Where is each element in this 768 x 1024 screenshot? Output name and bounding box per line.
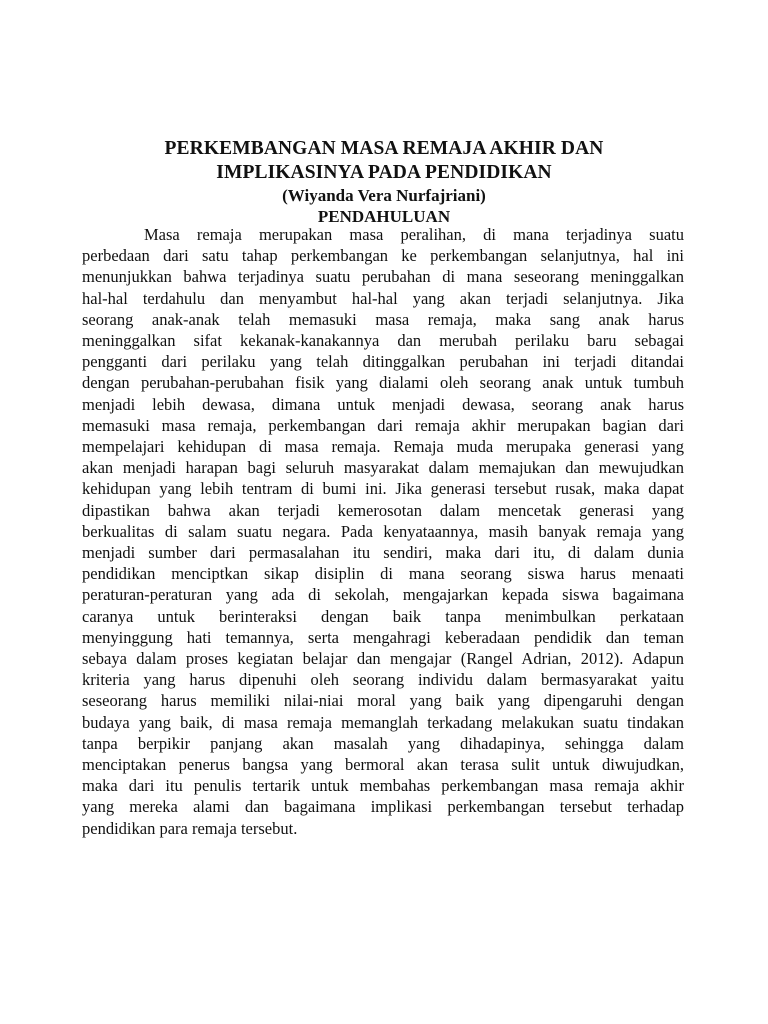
paragraph-line: seseorang harus memiliki nilai-niai moral yang baik yang dipengaruhi dengan bbox=[82, 691, 684, 711]
body-paragraph bbox=[82, 224, 684, 839]
paragraph-line: maka dari itu penulis tertarik untuk membahas perkembangan masa remaja akhir bbox=[82, 776, 684, 796]
paragraph-line: dipastikan bahwa akan terjadi kemerosotan dalam mencetak generasi yang bbox=[82, 500, 684, 520]
paragraph-line: kehidupan yang lebih tentram di bumi ini. Jika generasi tersebut rusak, maka dapat bbox=[82, 479, 684, 499]
paragraph-line: hal-hal terdahulu dan menyambut hal-hal yang akan terjadi selanjutnya. Jika bbox=[82, 288, 684, 308]
paragraph-line: peraturan-peraturan yang ada di sekolah, mengajarkan kepada siswa bagaimana bbox=[82, 585, 684, 605]
paragraph-line: memasuki masa remaja, perkembangan dari remaja akhir merupakan bagian dari bbox=[82, 415, 684, 435]
paragraph-line: menjadi lebih dewasa, dimana untuk menjadi dewasa, seorang anak harus bbox=[82, 394, 684, 414]
paragraph-line: yang mereka alami dan bagaimana implikasi perkembangan tersebut terhadap bbox=[82, 797, 684, 817]
paragraph-line: pengganti dari perilaku yang telah ditinggalkan perubahan ini terjadi ditandai bbox=[82, 352, 684, 372]
title-line-1: PERKEMBANGAN MASA REMAJA AKHIR DAN bbox=[164, 138, 604, 159]
paragraph-line: perbedaan dari satu tahap perkembangan ke perkembangan selanjutnya, hal ini bbox=[82, 246, 684, 266]
author-name: (Wiyanda Vera Nurfajriani) bbox=[282, 186, 486, 205]
paragraph-line: tanpa berpikir panjang akan masalah yang dihadapinya, sehingga dalam bbox=[82, 733, 684, 753]
title-block bbox=[60, 137, 708, 227]
paragraph-line: meninggalkan sifat kekanak-kanakannya dan merubah perilaku baru sebagai bbox=[82, 331, 684, 351]
paragraph-line: caranya untuk berinteraksi dengan baik tanpa menimbulkan perkataan bbox=[82, 606, 684, 626]
paragraph-line: mempelajari kehidupan di masa remaja. Remaja muda merupaka generasi yang bbox=[82, 437, 684, 457]
paragraph-line: dengan perubahan-perubahan fisik yang dialami oleh seorang anak untuk tumbuh bbox=[82, 373, 684, 393]
paragraph-line: menciptakan penerus bangsa yang bermoral akan terasa sulit untuk diwujudkan, bbox=[82, 755, 684, 775]
paragraph-line: seorang anak-anak telah memasuki masa remaja, maka sang anak harus bbox=[82, 309, 684, 329]
paragraph-line: berkualitas di salam suatu negara. Pada kenyataannya, masih banyak remaja yang bbox=[82, 521, 684, 541]
paragraph-line: menjadi sumber dari permasalahan itu sendiri, maka dari itu, di dalam dunia bbox=[82, 543, 684, 563]
paragraph-line: menyinggung hati temannya, serta mengahragi keberadaan pendidik dan teman bbox=[82, 627, 684, 647]
document-title bbox=[60, 137, 708, 185]
paragraph-line: pendidikan menciptkan sikap disiplin di mana seorang siswa harus menaati bbox=[82, 564, 684, 584]
title-line-2: IMPLIKASINYA PADA PENDIDIKAN bbox=[216, 162, 552, 183]
paragraph-line: budaya yang baik, di masa remaja memanglah terkadang melakukan suatu tindakan bbox=[82, 712, 684, 732]
paragraph-line: sebaya dalam proses kegiatan belajar dan mengajar (Rangel Adrian, 2012). Adapun bbox=[82, 649, 684, 669]
paragraph-line: menunjukkan bahwa terjadinya suatu perubahan di mana seseorang meninggalkan bbox=[82, 267, 684, 287]
paragraph-line: pendidikan para remaja tersebut. bbox=[82, 818, 298, 838]
section-heading: PENDAHULUAN bbox=[317, 207, 451, 226]
paragraph-line: kriteria yang harus dipenuhi oleh seorang individu dalam bermasyarakat yaitu bbox=[82, 670, 684, 690]
paragraph-line: Masa remaja merupakan masa peralihan, di mana terjadinya suatu bbox=[144, 225, 684, 244]
paragraph-line: akan menjadi harapan bagi seluruh masyarakat dalam memajukan dan mewujudkan bbox=[82, 458, 684, 478]
